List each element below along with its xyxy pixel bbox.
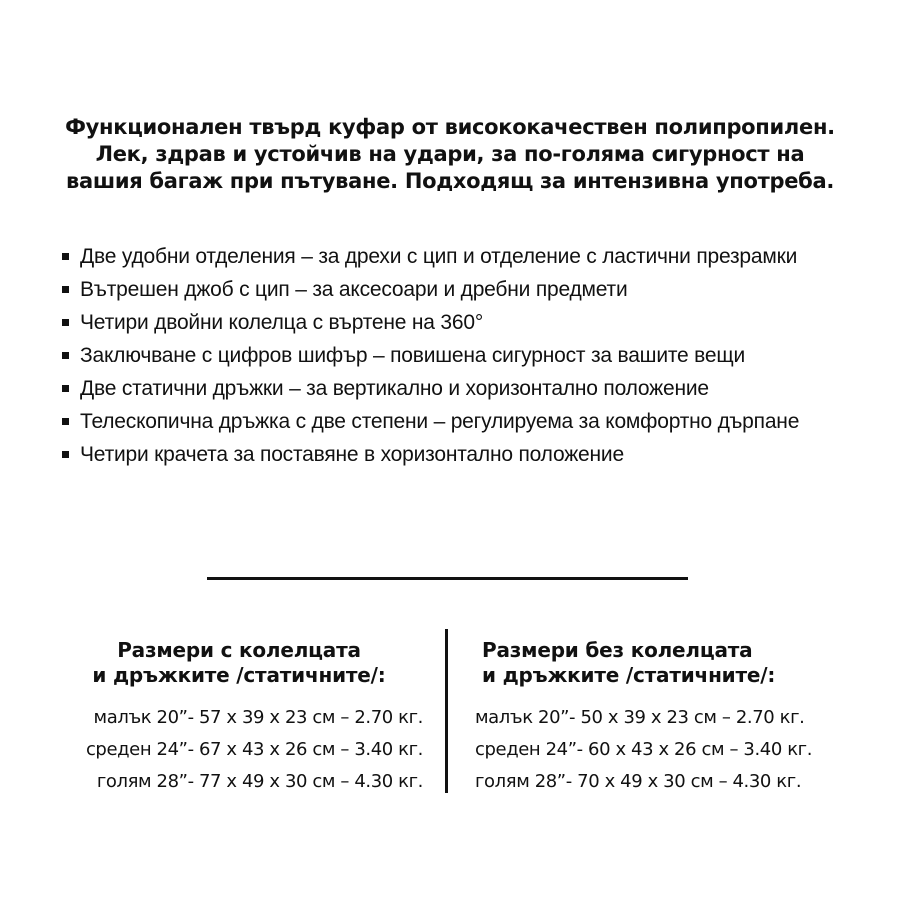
list-item bbox=[62, 372, 840, 405]
title-line: и дръжките /статичните/: bbox=[482, 663, 776, 687]
intro-line: Лек, здрав и устойчив на удари, за по-голяма сигурност на bbox=[95, 142, 805, 166]
bullet-square-icon bbox=[62, 286, 69, 293]
bullet-square-icon bbox=[62, 385, 69, 392]
sizes-without-wheels-title bbox=[475, 638, 857, 688]
title-line: и дръжките /статичните/: bbox=[92, 663, 386, 687]
size-row: голям 28”- 77 х 49 х 30 см – 4.30 кг. bbox=[96, 771, 423, 792]
bullet-square-icon bbox=[62, 352, 69, 359]
feature-text: Заключване с цифров шифър – повишена сигурност за вашите вещи bbox=[80, 344, 745, 367]
list-item bbox=[62, 339, 840, 372]
sizes-with-wheels-title bbox=[55, 638, 423, 688]
title-line: Размери с колелцата bbox=[117, 638, 361, 662]
sizes-without-wheels-column bbox=[475, 638, 857, 798]
bullet-square-icon bbox=[62, 253, 69, 260]
column-divider bbox=[445, 629, 448, 793]
size-row: малък 20”- 57 х 39 х 23 см – 2.70 кг. bbox=[93, 707, 423, 728]
features-list bbox=[62, 240, 840, 471]
size-row: малък 20”- 50 х 39 х 23 см – 2.70 кг. bbox=[475, 707, 805, 728]
intro-line: Функционален твърд куфар от висококачествен полипропилен. bbox=[65, 115, 835, 139]
sizes-with-wheels-column bbox=[55, 638, 423, 798]
feature-text: Две удобни отделения – за дрехи с цип и отделение с ластични презрамки bbox=[80, 245, 798, 268]
size-row: среден 24”- 67 х 43 х 26 см – 3.40 кг. bbox=[85, 739, 423, 760]
bullet-square-icon bbox=[62, 451, 69, 458]
size-row: голям 28”- 70 х 49 х 30 см – 4.30 кг. bbox=[475, 771, 802, 792]
section-divider bbox=[207, 577, 688, 580]
size-row: среден 24”- 60 х 43 х 26 см – 3.40 кг. bbox=[475, 739, 813, 760]
list-item bbox=[62, 438, 840, 471]
list-item bbox=[62, 240, 840, 273]
feature-text: Четири двойни колелца с въртене на 360° bbox=[80, 311, 484, 334]
intro-line: вашия багаж при пътуване. Подходящ за интензивна употреба. bbox=[65, 169, 835, 193]
intro-paragraph bbox=[0, 114, 900, 195]
title-line: Размери без колелцата bbox=[482, 638, 753, 662]
feature-text: Телескопична дръжка с две степени – регулируема за комфортно дърпане bbox=[80, 410, 800, 433]
sizes-with-wheels-rows bbox=[55, 702, 423, 798]
feature-text: Вътрешен джоб с цип – за аксесоари и дребни предмети bbox=[80, 278, 628, 301]
feature-text: Две статични дръжки – за вертикално и хоризонтално положение bbox=[80, 377, 709, 400]
sizes-without-wheels-rows bbox=[475, 702, 857, 798]
list-item bbox=[62, 306, 840, 339]
bullet-square-icon bbox=[62, 319, 69, 326]
list-item bbox=[62, 273, 840, 306]
feature-text: Четири крачета за поставяне в хоризонтално положение bbox=[80, 443, 624, 466]
list-item bbox=[62, 405, 840, 438]
bullet-square-icon bbox=[62, 418, 69, 425]
